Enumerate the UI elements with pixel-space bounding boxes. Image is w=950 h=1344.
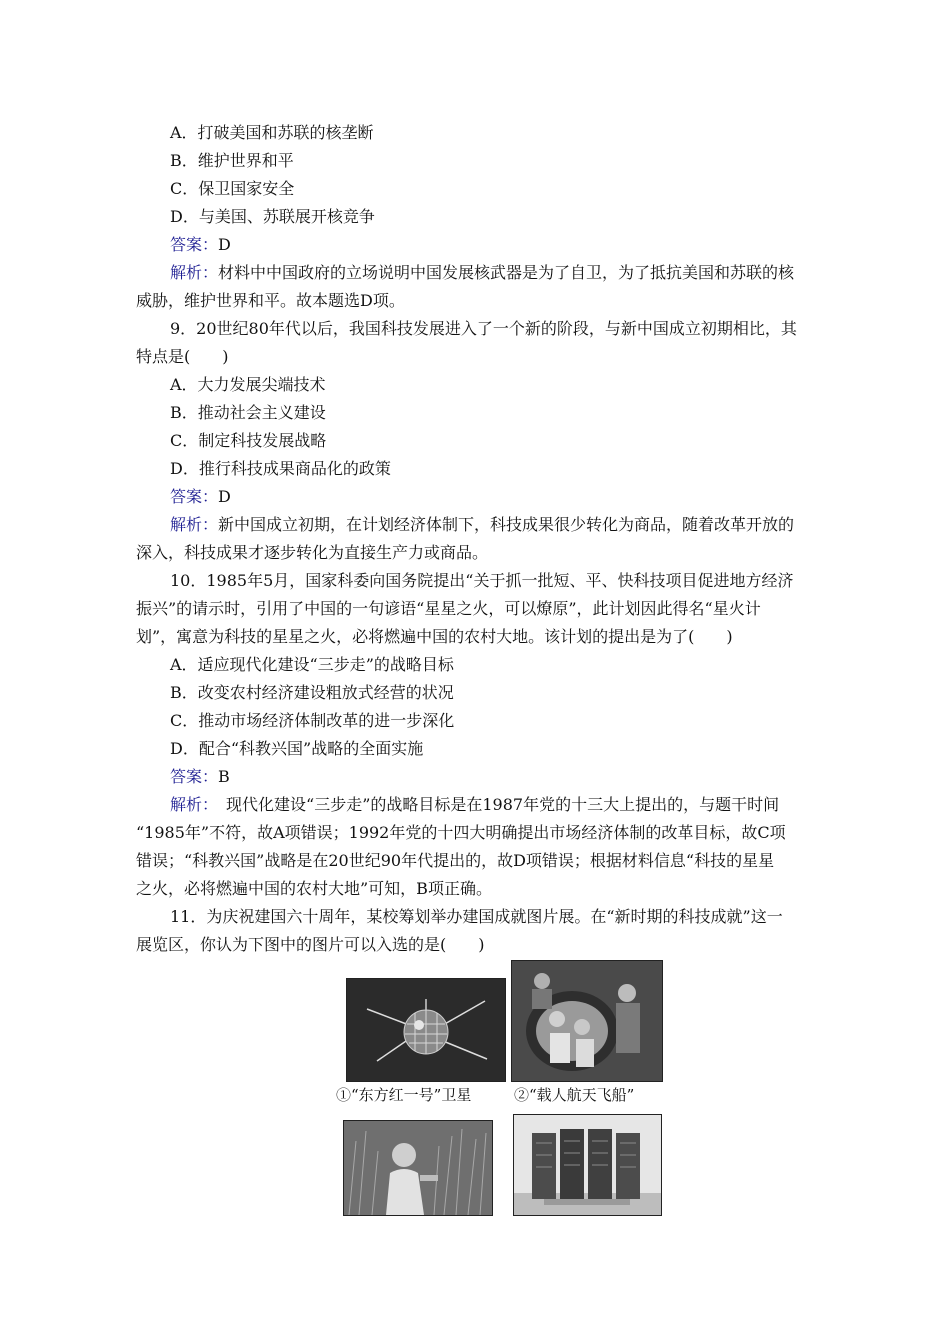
q9-option-b: B．推动社会主义建设: [170, 403, 326, 422]
q10-option-c: C．推动市场经济体制改革的进一步深化: [170, 711, 455, 730]
q10-analysis-line-1: [170, 794, 779, 816]
q8-analysis-line-1: [170, 262, 794, 284]
computer-icon: [514, 1115, 661, 1215]
q8-option-b: B．维护世界和平: [170, 151, 294, 170]
answer-label: 答案：: [170, 767, 219, 786]
answer-value: B: [218, 767, 230, 786]
q9-option-c: C．制定科技发展战略: [170, 431, 327, 450]
q11-stem-line-2: 展览区，你认为下图中的图片可以入选的是( ): [136, 935, 485, 954]
q10-analysis-line-2: “1985年”不符，故A项错误；1992年党的十四大明确提出市场经济体制的改革目标，故C项: [136, 823, 786, 842]
satellite-photo: [346, 978, 506, 1082]
q10-option-b: B．改变农村经济建设粗放式经营的状况: [170, 683, 454, 702]
caption-spacecraft: ②“载人航天飞船”: [514, 1086, 635, 1104]
q9-stem-line-1: 9．20世纪80年代以后，我国科技发展进入了一个新的阶段，与新中国成立初期相比，其: [170, 319, 797, 338]
analysis-label: 解析：: [170, 515, 219, 534]
satellite-icon: [347, 979, 505, 1081]
q10-answer: [170, 766, 230, 788]
supercomputer-photo: [513, 1114, 662, 1216]
q10-analysis-line-3: 错误；“科教兴国”战略是在20世纪90年代提出的，故D项错误；根据材料信息“科技的星星: [136, 851, 775, 870]
analysis-label: 解析：: [170, 263, 219, 282]
q10-option-a: A．适应现代化建设“三步走”的战略目标: [170, 655, 454, 674]
q9-answer: [170, 486, 231, 508]
answer-value: D: [218, 235, 231, 254]
q9-option-a: A．大力发展尖端技术: [170, 375, 326, 394]
analysis-label: 解析：: [170, 795, 211, 814]
q11-stem-line-1: 11．为庆祝建国六十周年，某校筹划举办建国成就图片展。在“新时期的科技成就”这一: [170, 907, 783, 926]
analysis-text: 材料中中国政府的立场说明中国发展核武器是为了自卫，为了抵抗美国和苏联的核: [218, 263, 795, 282]
q10-option-d: D．配合“科教兴国”战略的全面实施: [170, 739, 424, 758]
q10-analysis-line-4: 之火，必将燃遍中国的农村大地”可知，B项正确。: [136, 879, 492, 898]
analysis-text: 现代化建设“三步走”的战略目标是在1987年党的十三大上提出的，与题干时间: [210, 795, 780, 814]
answer-label: 答案：: [170, 235, 219, 254]
q8-answer: [170, 234, 231, 256]
q9-option-d: D．推行科技成果商品化的政策: [170, 459, 391, 478]
q8-analysis-line-2: 威胁，维护世界和平。故本题选D项。: [136, 291, 405, 310]
q9-stem-line-2: 特点是( ): [136, 347, 229, 366]
analysis-text: 新中国成立初期，在计划经济体制下，科技成果很少转化为商品，随着改革开放的: [218, 515, 795, 534]
spacecraft-photo: [511, 960, 663, 1082]
q10-stem-line-1: 10．1985年5月，国家科委向国务院提出“关于抓一批短、平、快科技项目促进地方经济: [170, 571, 794, 590]
answer-value: D: [218, 487, 231, 506]
astronaut-icon: [512, 961, 662, 1081]
farmer-icon: [344, 1121, 492, 1215]
q10-stem-line-2: 振兴”的请示时，引用了中国的一句谚语“星星之火，可以燎原”，此计划因此得名“星火计: [136, 599, 761, 618]
q10-stem-line-3: 划”，寓意为科技的星星之火，必将燃遍中国的农村大地。该计划的提出是为了( ): [136, 627, 733, 646]
q8-option-c: C．保卫国家安全: [170, 179, 295, 198]
rice-field-photo: [343, 1120, 493, 1216]
q9-analysis-line-2: 深入，科技成果才逐步转化为直接生产力或商品。: [136, 543, 489, 562]
q8-option-d: D．与美国、苏联展开核竞争: [170, 207, 375, 226]
q9-analysis-line-1: [170, 514, 794, 536]
q8-option-a: A．打破美国和苏联的核垄断: [170, 123, 374, 142]
answer-label: 答案：: [170, 487, 219, 506]
caption-satellite: ①“东方红一号”卫星: [336, 1086, 472, 1104]
